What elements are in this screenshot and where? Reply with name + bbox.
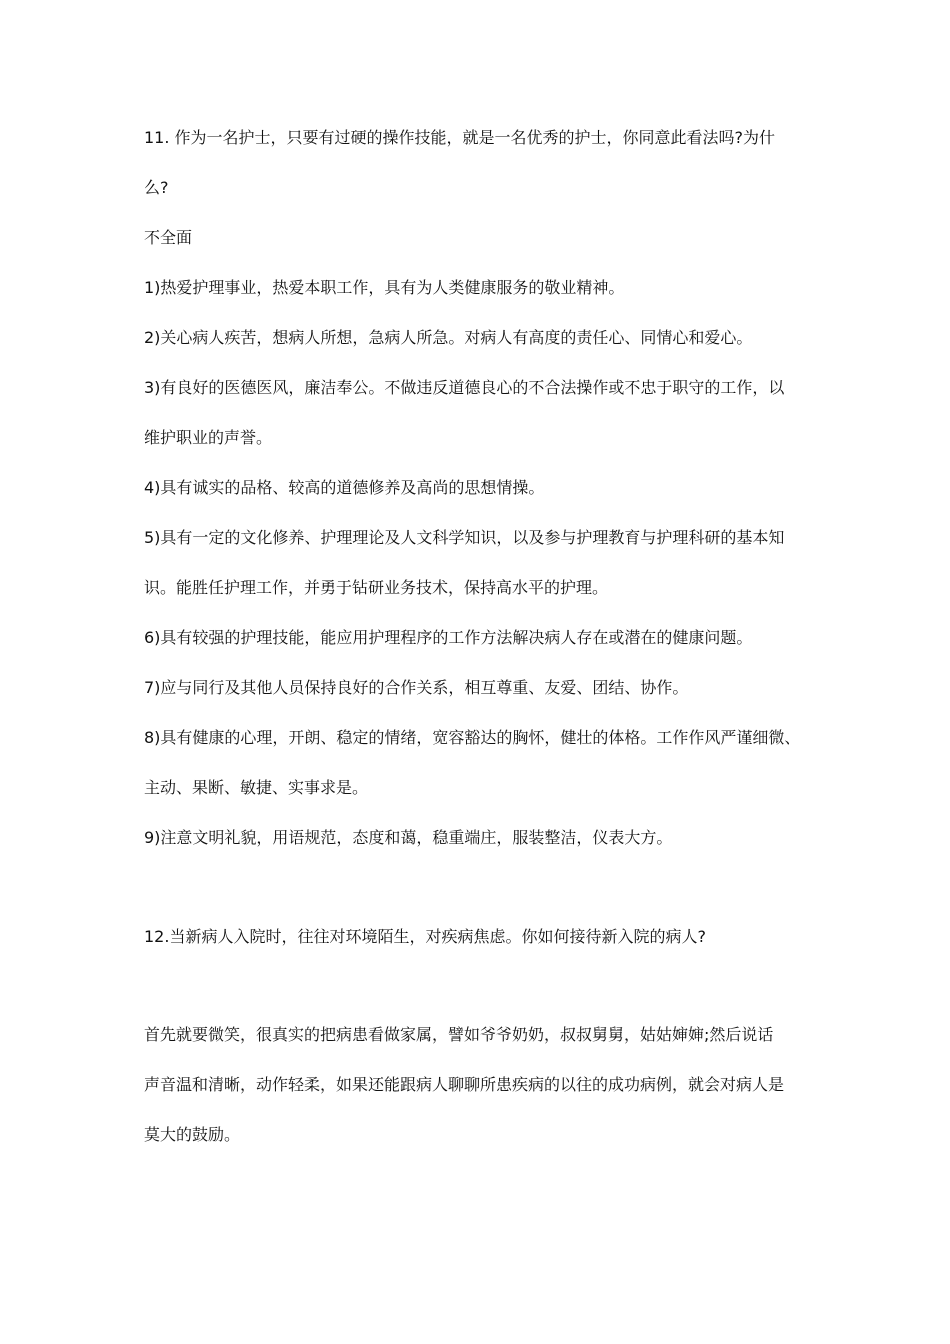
q12-question: 12.当新病人入院时，往往对环境陌生，对疾病焦虑。你如何接待新入院的病人? (144, 927, 706, 946)
q11-point: 8)具有健康的心理，开朗、稳定的情绪，宽容豁达的胸怀，健壮的体格。工作作风严谨细微、 (144, 728, 801, 747)
q11-point-continuation: 识。能胜任护理工作，并勇于钻研业务技术，保持高水平的护理。 (144, 578, 609, 597)
q11-point: 6)具有较强的护理技能，能应用护理程序的工作方法解决病人存在或潜在的健康问题。 (144, 628, 753, 647)
q12-answer-line: 首先就要微笑，很真实的把病患看做家属，譬如爷爷奶奶，叔叔舅舅，姑姑婶婶;然后说话 (144, 1025, 774, 1044)
q11-point: 4)具有诚实的品格、较高的道德修养及高尚的思想情操。 (144, 478, 545, 497)
q11-point: 3)有良好的医德医风，廉洁奉公。不做违反道德良心的不合法操作或不忠于职守的工作，以 (144, 378, 785, 397)
q12-answer-line: 莫大的鼓励。 (144, 1125, 241, 1144)
q11-question-line-2: 么? (144, 178, 169, 197)
q11-point-continuation: 维护职业的声誉。 (144, 428, 273, 447)
q12-answer-line: 声音温和清晰，动作轻柔，如果还能跟病人聊聊所患疾病的以往的成功病例，就会对病人是 (144, 1075, 785, 1094)
q11-point-continuation: 主动、果断、敏捷、实事求是。 (144, 778, 369, 797)
q11-answer-intro: 不全面 (144, 228, 193, 247)
q11-point: 2)关心病人疾苦，想病人所想，急病人所急。对病人有高度的责任心、同情心和爱心。 (144, 328, 753, 347)
q11-point: 1)热爱护理事业，热爱本职工作，具有为人类健康服务的敬业精神。 (144, 278, 625, 297)
q11-point: 5)具有一定的文化修养、护理理论及人文科学知识，以及参与护理教育与护理科研的基本知 (144, 528, 785, 547)
q11-question-line-1: 11. 作为一名护士，只要有过硬的操作技能，就是一名优秀的护士，你同意此看法吗?为什 (144, 128, 776, 147)
q11-point: 7)应与同行及其他人员保持良好的合作关系，相互尊重、友爱、团结、协作。 (144, 678, 689, 697)
q11-point: 9)注意文明礼貌，用语规范，态度和蔼，稳重端庄，服装整洁，仪表大方。 (144, 828, 673, 847)
